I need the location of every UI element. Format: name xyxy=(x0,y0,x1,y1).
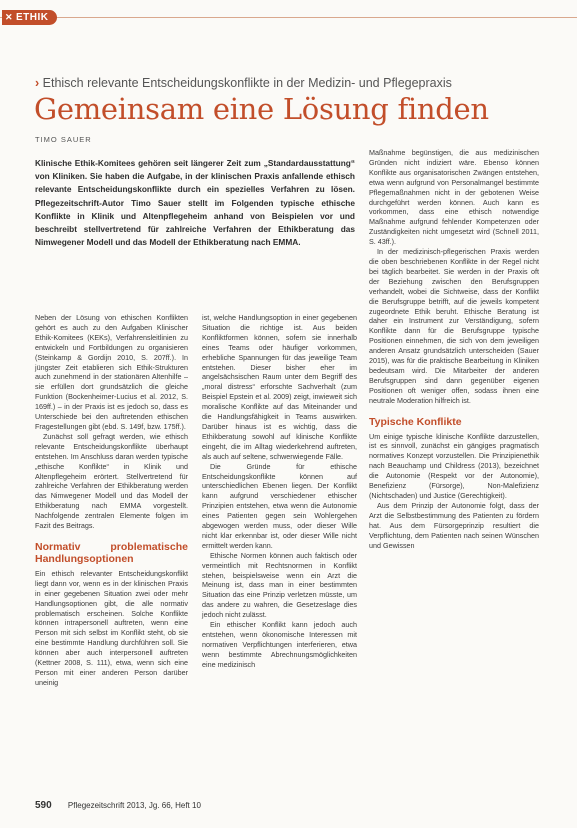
article-title: Gemeinsam eine Lösung finden xyxy=(34,92,489,126)
lead-paragraph: Klinische Ethik-Komitees gehören seit längerer Zeit zum „Standardausstattung“ von Kliniken. Sie haben die Aufgabe, in der klinischen Praxis anfallende ethisch relevante Entscheidungskonflikte durch ein spezielles Verfahren zu lösen. Pflegezeitschrift-Autor Timo Sauer stellt im Folgenden typische ethische Konflikte in Klinik und Altenpflegeheim anhand von Beispielen vor und beschreibt stellvertretend für zahlreiche Verfahren der Ethikberatung das Nimwegener Modell und das Modell der Ethikberatung nach EMMA. xyxy=(35,158,355,248)
section-heading: Normativ problematische Handlungsoptionen xyxy=(35,540,188,565)
chevron-right-icon: › xyxy=(35,76,43,90)
subtitle-text: Ethisch relevante Entscheidungskonflikte in der Medizin- und Pflegepraxis xyxy=(42,76,452,90)
author-name: TIMO SAUER xyxy=(35,135,92,144)
paragraph: Maßnahme begünstigen, die aus medizinischen Gründen nicht indiziert wäre. Ebenso können Konflikte aus organisatorischen Zwängen entstehen, etwa wenn aufgrund von Personalmangel bestimmte Pflegemaßnahmen nicht in der gebotenen Weise durchgeführt werden können. Auch kann es vorkommen, dass eine ethisch notwendige Maßnahme aufgrund fehlender Kompetenzen oder Zuständigkeiten nicht umgesetzt wird (Schnell 2011, S. 43ff.). xyxy=(369,148,539,247)
page-number: 590 xyxy=(35,800,52,811)
paragraph: Aus dem Prinzip der Autonomie folgt, dass der Arzt die Selbstbestimmung des Patienten zu fördern hat. Aus dem Fürsorgeprinzip resultiert die Verpflichtung, dem Patienten nach seinen Wünschen und Gewissen xyxy=(369,500,539,550)
section-marker-icon: ✕ xyxy=(5,12,14,22)
paragraph: Um einige typische klinische Konflikte darzustellen, ist es sinnvoll, zunächst ein gängiges pragmatisch normatives Konzept vorzustellen. Die Prinzipienethik nach Beauchamp und Childress (2013), bezeichnet die Autonomie (Respekt vor der Autonomie), Benefizienz (Fürsorge), Non-Malefizienz (Nichtschaden) und Justice (Gerechtigkeit). xyxy=(369,431,539,500)
paragraph: Die Gründe für ethische Entscheidungskonflikte können auf unterschiedlichen Ebenen liegen. Der Konflikt kann aufgrund verschiedener ethischer Prinzipien entstehen, etwa wenn die Autonomie eines Patienten gegen sein Wohlergehen abgewogen werden muss, oder dieser Wille nicht klar erkennbar ist, oder dieser Wille nicht ermittelt werden kann. xyxy=(202,461,357,550)
paragraph: In der medizinisch-pflegerischen Praxis werden die oben beschriebenen Konflikte in der Regel nicht bei täglich bearbeitet. Sie werden in der Praxis oft der Beziehung zwischen den Berufsgruppen verhandelt, wobei die Sichtweise, dass der Konflikt die Berufsgruppe betrifft, auf die jeweils kompetent zugeordnete Ethik beruht. Ethische Beratung ist daher ein Instrument zur Verständigung, sofern Konflikte dann für die Berufsgruppe typische Positionen einnehmen, die sich von dem jeweiligen anderen Ansatz grundsätzlich unterscheiden (Sauer 2015), was für die praktische Bearbeitung in Kliniken bedeutsam wird. Die Mitarbeiter der anderen Berufsgruppen sind dann gegenüber eigenen Positionen oft weniger offen, sodass ihnen eine neutrale Moderation hilfreich ist. xyxy=(369,247,539,405)
section-header-bar xyxy=(0,10,577,25)
journal-citation: Pflegezeitschrift 2013, Jg. 66, Heft 10 xyxy=(67,801,201,810)
body-column-2 xyxy=(202,313,357,670)
paragraph: Neben der Lösung von ethischen Konflikten gehört es auch zu den Aufgaben Klinischer Ethik-Komitees (KEKs), Verfahrensleitlinien zu entwickeln und Fortbildungen zu organisieren (Steinkamp & Gordijn 2010, S. 207ff.). In jüngster Zeit etablieren sich Ethik-Strukturen auch zunehmend in der stationären Altenhilfe – sie erfüllen dort grundsätzlich die gleiche Funktion (Bockenheimer-Lucius et al. 2012, S. 169ff.) – in der Praxis ist es jedoch so, dass es Unterschiede bei den auftretenden ethischen Fragestellungen gibt (ebd. S. 149f, bzw. 175ff.). xyxy=(35,313,188,431)
section-tag xyxy=(2,10,57,25)
section-tag-label: ETHIK xyxy=(16,12,49,23)
body-column-1 xyxy=(35,313,188,688)
paragraph: Ein ethisch relevanter Entscheidungskonflikt liegt dann vor, wenn es in der klinischen Praxis in einer gegebenen Situation zwei oder mehr Handlungsoptionen gibt, die alle normativ problematisch erscheinen. Solche Konflikte können intrapersonell auftreten, wenn eine Person mit sich selbst im Konflikt steht, ob sie eine bestimmte Handlung durchführen soll. Sie können aber auch interpersonell auftreten (Kettner 2008, S. 111), etwa, wenn sich eine Person mit einer anderen Person darüber uneinig xyxy=(35,568,188,687)
paragraph: Ethische Normen können auch faktisch oder vermeintlich mit Rechtsnormen in Konflikt stehen, beispielsweise wenn ein Arzt die Meinung ist, dass man in einer bestimmten Situation das eine Prinzip verletzen müsste, um das andere zu wahren, die Gesetzeslage dies jedoch nicht zulässt. xyxy=(202,550,357,620)
section-heading: Typische Konflikte xyxy=(369,415,462,428)
body-column-3 xyxy=(369,148,539,550)
paragraph: Zunächst soll gefragt werden, wie ethisch relevante Entscheidungskonflikte überhaupt entstehen. Im Anschluss daran werden typische „ethische Konflikte“ in Klinik und Altenpflegeheim erörtert. Stellvertretend für zahlreiche Verfahren der Ethikberatung werden das Nimwegener Modell und das Modell der Ethikberatung nach EMMA vorgestellt. Nachfolgende zentralen Elemente folgen im Fazit des Beitrags. xyxy=(35,431,188,531)
article-subtitle xyxy=(35,76,452,90)
header-rule xyxy=(0,17,577,18)
page-footer xyxy=(35,800,545,814)
paragraph: Ein ethischer Konflikt kann jedoch auch entstehen, wenn ökonomische Interessen mit normativen Verpflichtungen interferieren, etwa wenn bestimmte Abrechnungsmöglichkeiten eine medizinisch xyxy=(202,620,357,669)
paragraph: ist, welche Handlungsoption in einer gegebenen Situation die richtige ist. Aus beiden Konfliktformen können, sofern sie innerhalb eines Teams oder häufiger vorkommen, erhebliche Spannungen für das jeweilige Team entstehen. Dieser bisher eher im angelsächsischen Raum unter dem Begriff des „moral distress“ erforschte Sachverhalt (zum Beispiel Epstein et al. 2009) zeigt, inwieweit sich moralische Konflikte auf das Miteinander und die Handlungsfähigkeit in Teams auswirken. Darüber hinaus ist es wichtig, dass die Ethikberatung sowohl auf klinische Konflikte eingeht, die im Alltag wiederkehrend auftreten, als auch auf seltene, schwerwiegende Fälle. xyxy=(202,313,357,461)
